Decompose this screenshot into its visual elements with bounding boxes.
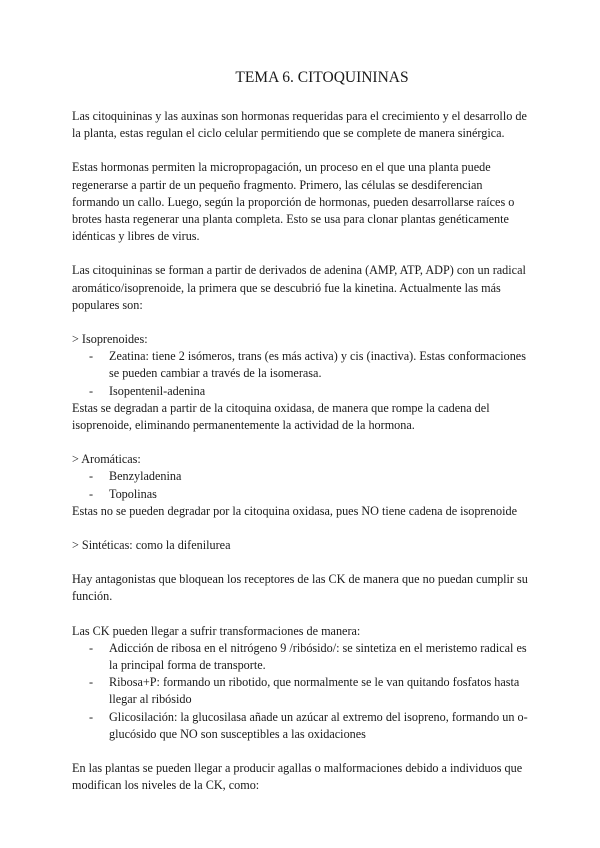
list-item (72, 640, 532, 674)
isoprenoides-heading: > Isoprenoides: (72, 332, 148, 347)
dash-marker: - (89, 640, 94, 655)
list-item-text: Glicosilación: la glucosilasa añade un azúcar al extremo del isopreno, formando un o-glucósido que NO son susceptibles a las oxidaciones (109, 709, 528, 741)
transformaciones-list (72, 640, 532, 743)
micropropagation-paragraph: Estas hormonas permiten la micropropagación, un proceso en el que una planta puede regenerarse a partir de un pequeño fragmento. Primero, las células se desdiferencian formando un callo. Luego, según la proporción de hormonas, pueden desarrollarse raíces o brotes hasta regenerar una planta completa. Esto se usa para clonar plantas genéticamente idénticas y libres de virus. (72, 160, 515, 244)
list-item-text: Benzyladenina (109, 469, 182, 484)
galls-paragraph: En las plantas se pueden llegar a producir agallas o malformaciones debido a individuos que modifican los niveles de la CK, como: (72, 761, 523, 793)
isoprenoides-degradation: Estas se degradan a partir de la citoquina oxidasa, de manera que rompe la cadena del isoprenoide, eliminando permanentemente la actividad de la hormona. (72, 400, 490, 433)
spacer (72, 743, 532, 760)
spacer (72, 314, 532, 331)
aromaticas-heading: > Aromáticas: (72, 452, 141, 467)
list-item-text: Isopentenil-adenina (109, 383, 206, 398)
document-page (72, 68, 532, 795)
spacer (72, 245, 532, 262)
sinteticas-line: > Sintéticas: como la difenilurea (72, 538, 231, 553)
dash-marker: - (89, 349, 94, 364)
list-item (72, 674, 532, 708)
spacer (72, 520, 532, 537)
aromaticas-list (72, 468, 532, 502)
dash-marker: - (89, 469, 94, 484)
dash-marker: - (89, 675, 94, 690)
transformaciones-heading: Las CK pueden llegar a sufrir transformaciones de manera: (72, 623, 361, 638)
list-item-text: Adicción de ribosa en el nitrógeno 9 /ribósido/: se sintetiza en el meristemo radical es la principal forma de transporte. (109, 640, 527, 673)
list-item (72, 383, 532, 400)
dash-marker: - (89, 486, 94, 501)
spacer (72, 434, 532, 451)
formation-paragraph: Las citoquininas se forman a partir de derivados de adenina (AMP, ATP, ADP) con un radical aromático/isoprenoide, la primera que se descubrió fue la kinetina. Actualmente las más populares son: (72, 263, 526, 312)
intro-paragraph: Las citoquininas y las auxinas son hormonas requeridas para el crecimiento y el desarrollo de la planta, estas regulan el ciclo celular permitiendo que se complete de manera sinérgica. (72, 109, 527, 141)
isoprenoides-list (72, 348, 532, 400)
list-item-text: Ribosa+P: formando un ribotido, que normalmente se le van quitando fosfatos hasta llegar al ribósido (109, 675, 520, 707)
spacer (72, 142, 532, 159)
list-item-text: Zeatina: tiene 2 isómeros, trans (es más activa) y cis (inactiva). Estas conformaciones se pueden cambiar a través de la isomerasa. (109, 349, 526, 381)
list-item (72, 348, 532, 382)
page-title: TEMA 6. CITOQUININAS (235, 69, 409, 86)
list-item (72, 486, 532, 503)
spacer (72, 606, 532, 623)
aromaticas-degradation: Estas no se pueden degradar por la citoquina oxidasa, pues NO tiene cadena de isoprenoide (72, 503, 518, 518)
list-item (72, 468, 532, 485)
dash-marker: - (89, 709, 94, 724)
antagonists-paragraph: Hay antagonistas que bloquean los receptores de las CK de manera que no puedan cumplir su función. (72, 572, 528, 604)
list-item-text: Topolinas (109, 486, 157, 501)
list-item (72, 709, 532, 743)
spacer (72, 554, 532, 571)
dash-marker: - (89, 383, 94, 398)
